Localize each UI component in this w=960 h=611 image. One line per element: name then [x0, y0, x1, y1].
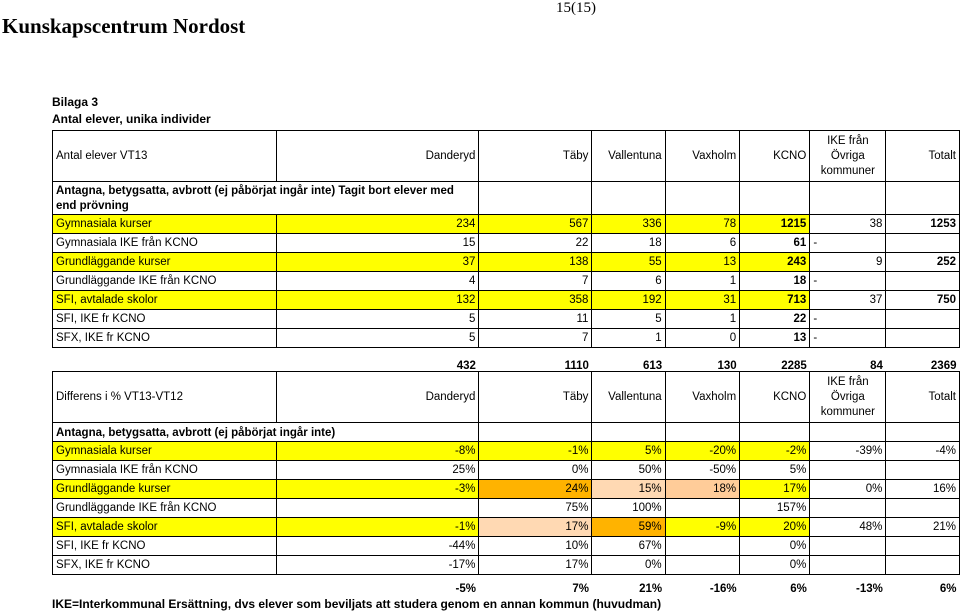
row-label: SFX, IKE fr KCNO	[53, 329, 277, 348]
value-cell: 31	[665, 291, 740, 310]
table-row	[53, 537, 960, 556]
value-cell: 67%	[592, 537, 665, 556]
total-cell: 6%	[790, 583, 807, 595]
value-cell: 13	[665, 253, 740, 272]
empty-cell	[592, 182, 665, 215]
value-cell: -	[810, 234, 886, 253]
empty-cell	[53, 575, 277, 598]
footnote: IKE=Interkommunal Ersättning, dvs elever som beviljats att studera genom en annan kommun (huvudman)	[52, 597, 662, 611]
value-cell: -3%	[277, 480, 479, 499]
value-cell: 75%	[479, 499, 592, 518]
value-cell: 567	[479, 215, 592, 234]
header-row	[53, 372, 960, 423]
value-cell	[886, 329, 960, 348]
column-header: Vaxholm	[665, 131, 740, 182]
value-cell: 1215	[740, 215, 810, 234]
table-row	[53, 253, 960, 272]
value-cell: 21%	[886, 518, 960, 537]
value-cell: 243	[740, 253, 810, 272]
value-cell: 0	[665, 329, 740, 348]
empty-cell	[592, 423, 665, 442]
value-cell: 25%	[277, 461, 479, 480]
row-label: Grundläggande kurser	[53, 480, 277, 499]
value-cell: 17%	[479, 518, 592, 537]
empty-cell	[886, 182, 960, 215]
value-cell: 100%	[592, 499, 665, 518]
column-header: IKE från Övriga kommuner	[810, 131, 886, 182]
table-row	[53, 556, 960, 575]
value-cell: 5%	[592, 442, 665, 461]
total-cell: 7%	[572, 583, 589, 595]
value-cell: 0%	[740, 556, 810, 575]
column-header: Danderyd	[277, 372, 479, 423]
value-cell	[810, 537, 886, 556]
value-cell	[665, 499, 740, 518]
column-header: Totalt	[886, 372, 960, 423]
total-cell: 2285	[781, 360, 807, 372]
total-cell: 130	[717, 360, 737, 372]
value-cell: 0%	[740, 537, 810, 556]
value-cell: 5	[592, 310, 665, 329]
value-cell: 55	[592, 253, 665, 272]
value-cell: 11	[479, 310, 592, 329]
value-cell: 234	[277, 215, 479, 234]
table-row	[53, 272, 960, 291]
value-cell	[886, 310, 960, 329]
value-cell	[665, 556, 740, 575]
section-label: Antagna, betygsatta, avbrott (ej påbörjat ingår inte) Tagit bort elever med end prövning	[53, 182, 479, 215]
value-cell	[810, 556, 886, 575]
value-cell: 17%	[479, 556, 592, 575]
header-row	[53, 131, 960, 182]
empty-cell	[810, 182, 886, 215]
value-cell: 4	[277, 272, 479, 291]
total-cell: 1110	[564, 360, 589, 372]
value-cell: 252	[886, 253, 960, 272]
table-diff-vt13-vt12	[52, 371, 960, 597]
value-cell: -50%	[665, 461, 740, 480]
value-cell: 1	[665, 310, 740, 329]
value-cell: 713	[740, 291, 810, 310]
empty-cell	[740, 182, 810, 215]
column-header: Differens i % VT13-VT12	[53, 372, 277, 423]
value-cell: 61	[740, 234, 810, 253]
column-header: Vaxholm	[665, 372, 740, 423]
table-row	[53, 461, 960, 480]
total-cell: 6%	[939, 583, 957, 595]
column-header: KCNO	[740, 131, 810, 182]
table-row	[53, 480, 960, 499]
row-label: Gymnasiala kurser	[53, 442, 277, 461]
value-cell	[665, 537, 740, 556]
empty-cell	[740, 423, 810, 442]
value-cell: -39%	[810, 442, 886, 461]
value-cell: -20%	[665, 442, 740, 461]
row-label: Grundläggande IKE från KCNO	[53, 272, 277, 291]
row-label: Gymnasiala kurser	[53, 215, 277, 234]
table-row	[53, 234, 960, 253]
empty-cell	[810, 423, 886, 442]
value-cell: 24%	[479, 480, 592, 499]
column-header: Totalt	[886, 131, 960, 182]
row-label: SFX, IKE fr KCNO	[53, 556, 277, 575]
value-cell: 9	[810, 253, 886, 272]
value-cell: 22	[740, 310, 810, 329]
value-cell: 7	[479, 272, 592, 291]
value-cell: 1	[665, 272, 740, 291]
value-cell: 10%	[479, 537, 592, 556]
column-header: IKE från Övriga kommuner	[810, 372, 886, 423]
value-cell	[886, 556, 960, 575]
table-row	[53, 499, 960, 518]
empty-cell	[479, 182, 592, 215]
value-cell: 6	[665, 234, 740, 253]
table-row	[53, 329, 960, 348]
value-cell: 157%	[740, 499, 810, 518]
value-cell: 0%	[479, 461, 592, 480]
value-cell: -4%	[886, 442, 960, 461]
section-row	[53, 182, 960, 215]
row-label: SFI, avtalade skolor	[53, 518, 277, 537]
value-cell: -	[810, 329, 886, 348]
value-cell	[886, 537, 960, 556]
company-name: Kunskapscentrum Nordost	[2, 14, 246, 38]
empty-cell	[479, 423, 592, 442]
column-header: Vallentuna	[592, 131, 665, 182]
section-row	[53, 423, 960, 442]
value-cell: 37	[277, 253, 479, 272]
value-cell: 59%	[592, 518, 665, 537]
page-number: 15(15)	[556, 0, 596, 16]
total-cell: -16%	[709, 583, 737, 595]
column-header: Täby	[479, 131, 592, 182]
row-label: Grundläggande IKE från KCNO	[53, 499, 277, 518]
totals-row	[53, 575, 960, 598]
value-cell	[810, 499, 886, 518]
column-header: Täby	[479, 372, 592, 423]
section-label: Antagna, betygsatta, avbrott (ej påbörjat ingår inte)	[53, 423, 479, 442]
value-cell: 7	[479, 329, 592, 348]
value-cell: 132	[277, 291, 479, 310]
total-cell: 2369	[930, 360, 957, 372]
value-cell: -9%	[665, 518, 740, 537]
value-cell: 48%	[810, 518, 886, 537]
total-cell: -5%	[455, 583, 476, 595]
value-cell: 138	[479, 253, 592, 272]
empty-cell	[665, 182, 740, 215]
table-row	[53, 518, 960, 537]
value-cell: 0%	[810, 480, 886, 499]
value-cell: 750	[886, 291, 960, 310]
value-cell: 38	[810, 215, 886, 234]
value-cell: -8%	[277, 442, 479, 461]
value-cell: 13	[740, 329, 810, 348]
row-label: SFI, avtalade skolor	[53, 291, 277, 310]
table-row	[53, 442, 960, 461]
value-cell: 0%	[592, 556, 665, 575]
column-header: Antal elever VT13	[53, 131, 277, 182]
total-cell: -13%	[856, 583, 883, 595]
column-header: Danderyd	[277, 131, 479, 182]
table-row	[53, 310, 960, 329]
value-cell: 17%	[740, 480, 810, 499]
value-cell: 18%	[665, 480, 740, 499]
value-cell: -	[810, 272, 886, 291]
total-cell: 84	[870, 360, 883, 372]
value-cell: 15	[277, 234, 479, 253]
total-cell: 21%	[639, 583, 663, 595]
value-cell: 192	[592, 291, 665, 310]
row-label: Grundläggande kurser	[53, 253, 277, 272]
value-cell: 358	[479, 291, 592, 310]
value-cell	[810, 461, 886, 480]
total-cell: 432	[456, 360, 476, 372]
value-cell: 6	[592, 272, 665, 291]
value-cell	[886, 461, 960, 480]
value-cell: 15%	[592, 480, 665, 499]
table-row	[53, 291, 960, 310]
table-row	[53, 215, 960, 234]
value-cell: 5	[277, 310, 479, 329]
row-label: Gymnasiala IKE från KCNO	[53, 461, 277, 480]
value-cell: 336	[592, 215, 665, 234]
value-cell: -17%	[277, 556, 479, 575]
row-label: Gymnasiala IKE från KCNO	[53, 234, 277, 253]
value-cell: 78	[665, 215, 740, 234]
empty-cell	[665, 423, 740, 442]
row-label: SFI, IKE fr KCNO	[53, 310, 277, 329]
value-cell: -44%	[277, 537, 479, 556]
value-cell: -	[810, 310, 886, 329]
value-cell: 50%	[592, 461, 665, 480]
subheading: Antal elever, unika individer	[52, 112, 211, 126]
row-label: SFI, IKE fr KCNO	[53, 537, 277, 556]
value-cell: -1%	[479, 442, 592, 461]
value-cell: 5	[277, 329, 479, 348]
table-students-vt13	[52, 130, 960, 374]
value-cell: -1%	[277, 518, 479, 537]
appendix-label: Bilaga 3	[52, 95, 99, 109]
column-header: KCNO	[740, 372, 810, 423]
value-cell: 1	[592, 329, 665, 348]
value-cell	[886, 234, 960, 253]
total-cell: 613	[642, 360, 663, 372]
value-cell: 18	[740, 272, 810, 291]
value-cell: 1253	[886, 215, 960, 234]
column-header: Vallentuna	[592, 372, 665, 423]
value-cell: 5%	[740, 461, 810, 480]
value-cell	[886, 499, 960, 518]
value-cell	[886, 272, 960, 291]
value-cell: 18	[592, 234, 665, 253]
empty-cell	[886, 423, 960, 442]
value-cell: 16%	[886, 480, 960, 499]
value-cell: -2%	[740, 442, 810, 461]
value-cell: 22	[479, 234, 592, 253]
value-cell: 37	[810, 291, 886, 310]
value-cell: 20%	[740, 518, 810, 537]
value-cell	[277, 499, 479, 518]
